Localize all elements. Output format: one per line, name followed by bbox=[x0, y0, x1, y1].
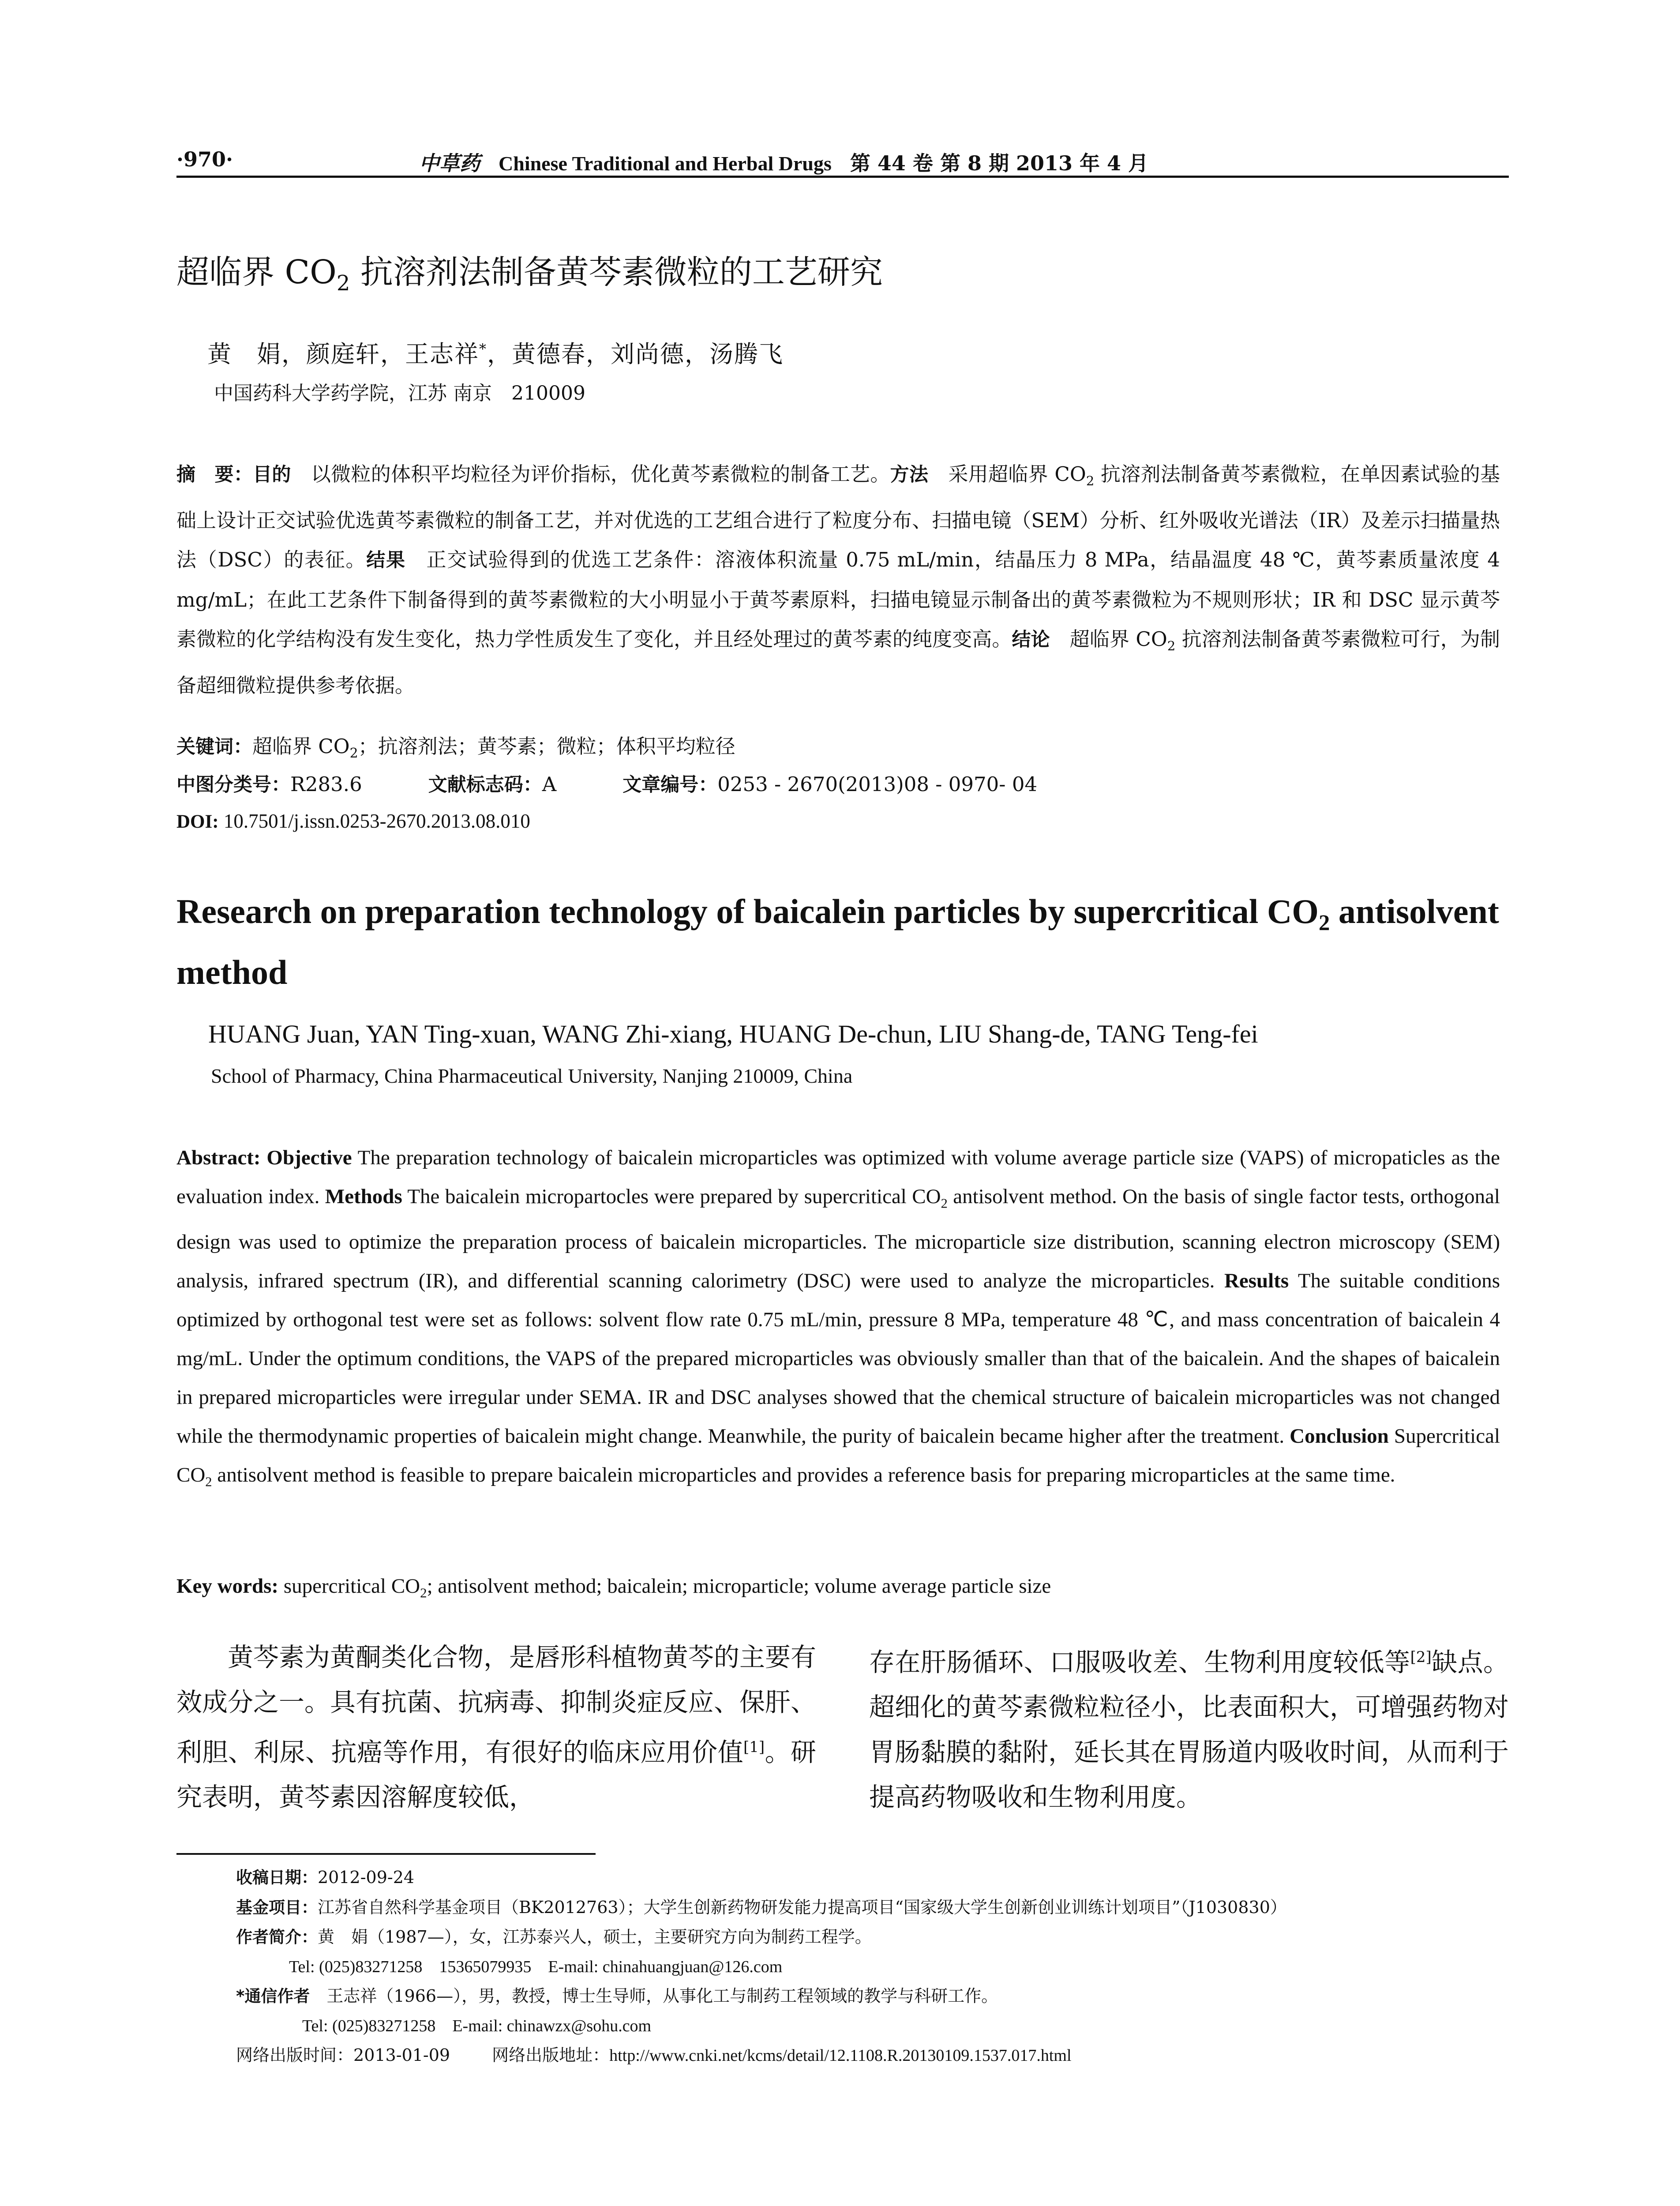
en-title-subscript: 2 bbox=[1318, 910, 1330, 935]
author-bio-label: 作者简介： bbox=[236, 1928, 318, 1947]
en-methods-text-2: antisolvent method. On the basis of single factor tests, orthogonal design was used to optimize the preparation process of baicalein microparticles. The microparticle size distribution, scanning electron microscopy (SEM) analysis, infrared spectrum (IR), and differential scanning calorimetry (DSC) were used to analyze the microparticles. bbox=[176, 1185, 1500, 1293]
en-keywords-subscript: 2 bbox=[420, 1585, 427, 1601]
clc-value: R283.6 bbox=[290, 773, 362, 796]
doi-label: DOI: bbox=[176, 811, 219, 832]
author-bio-value: 黄 娟（1987—），女，江苏泰兴人，硕士，主要研究方向为制药工程学。 bbox=[318, 1927, 872, 1947]
online-url-link[interactable]: http://www.cnki.net/kcms/detail/12.1108.R.20130109.1537.017.html bbox=[609, 2046, 1072, 2065]
cn-methods-text-2: 抗溶剂法制备黄芩素微粒，在单因素试验的基础上设计正交试验优选黄芩素微粒的制备工艺，并对优选的工艺组合进行了粒度分布、扫描电镜（SEM）分析、红外吸收光谱法（IR）及差示扫描量热法（DSC）的表征。 bbox=[176, 462, 1500, 571]
cn-keywords-text-2: ；抗溶剂法；黄芩素；微粒；体积平均粒径 bbox=[358, 735, 735, 758]
cn-keywords-subscript: 2 bbox=[349, 746, 358, 761]
online-time-value: 2013-01-09 bbox=[353, 2045, 450, 2065]
en-methods-subscript: 2 bbox=[941, 1196, 948, 1211]
footnote-funding bbox=[236, 1894, 1287, 1918]
footnote-rule bbox=[176, 1853, 596, 1855]
cn-authors-text-2: ，黄德春，刘尚德，汤腾飞 bbox=[487, 340, 784, 368]
en-conclusion-label: Conclusion bbox=[1290, 1425, 1389, 1448]
journal-line bbox=[419, 147, 1160, 176]
doi-value[interactable]: 10.7501/j.issn.0253-2670.2013.08.010 bbox=[218, 810, 530, 832]
cn-title-text-2: 抗溶剂法制备黄芩素微粒的工艺研究 bbox=[350, 253, 883, 291]
page-number: ·970· bbox=[176, 147, 233, 171]
cn-abstract-label: 摘 要： bbox=[176, 464, 253, 486]
body-left-text: 黄芩素为黄酮类化合物，是唇形科植物黄芩的主要有效成分之一。具有抗菌、抗病毒、抑制炎症反应、保肝、利胆、利尿、抗癌等作用，有很好的临床应用价值 bbox=[176, 1642, 817, 1767]
online-time-label: 网络出版时间： bbox=[236, 2045, 354, 2065]
en-authors: HUANG Juan, YAN Ting-xuan, WANG Zhi-xiang, HUANG De-chun, LIU Shang-de, TANG Teng-fei bbox=[208, 1020, 1258, 1048]
received-label: 收稿日期： bbox=[236, 1868, 318, 1887]
en-title-text-2: antisolvent method bbox=[176, 892, 1499, 991]
footnote-corresponding-contact bbox=[236, 2012, 651, 2036]
body-left-text-2: 。研究表明，黄芩素因溶解度较低， bbox=[176, 1737, 816, 1812]
cn-abstract bbox=[176, 454, 1500, 705]
cn-methods-label: 方法 bbox=[890, 464, 929, 486]
doc-code-label: 文献标志码： bbox=[428, 774, 542, 796]
en-title-text: Research on preparation technology of baicalein particles by supercritical CO bbox=[176, 892, 1319, 930]
article-number-label: 文章编号： bbox=[622, 774, 718, 796]
en-affiliation: School of Pharmacy, China Pharmaceutical University, Nanjing 210009, China bbox=[211, 1065, 853, 1087]
cn-objective-label: 目的 bbox=[253, 464, 291, 486]
citation-1[interactable]: [1] bbox=[743, 1738, 765, 1756]
en-conclusion-subscript: 2 bbox=[205, 1474, 212, 1489]
en-title bbox=[176, 887, 1500, 997]
footnote-author-contact bbox=[236, 1953, 782, 1977]
footnote-corresponding bbox=[236, 1982, 998, 2007]
cn-authors-text: 黄 娟，颜庭轩，王志祥 bbox=[207, 340, 479, 368]
body-column-right bbox=[869, 1635, 1509, 1820]
journal-issue: 第 44 卷 第 8 期 2013 年 4 月 bbox=[850, 151, 1149, 175]
journal-name-en: Chinese Traditional and Herbal Drugs bbox=[499, 152, 832, 175]
en-results-text: The suitable conditions optimized by orthogonal test were set as follows: solvent flow rate 0.75 mL/min, pressure 8 MPa, temperature 48 ℃, and mass concentration of baicalein 4 mg/mL. Under the optimum conditions, the VAPS of the prepared microparticles was obviously smaller than that of the baicalein. And the shapes of baicalein in prepared microparticles were irregular under SEMA. IR and DSC analyses showed that the chemical structure of baicalein microparticles was not changed while the thermodynamic properties of baicalein might change. Meanwhile, the purity of baicalein became higher after the treatment. bbox=[176, 1269, 1500, 1448]
en-abstract-label: Abstract: Objective bbox=[176, 1146, 352, 1169]
clc-label: 中图分类号： bbox=[176, 774, 290, 796]
en-abstract bbox=[176, 1138, 1500, 1501]
doc-code-value: A bbox=[542, 773, 557, 796]
en-objective-text: The preparation technology of baicalein microparticles was optimized with volume average particle size (VAPS) of micropaticles as the evaluation index. bbox=[176, 1146, 1500, 1208]
cn-classification bbox=[176, 770, 1500, 797]
received-value: 2012-09-24 bbox=[318, 1868, 415, 1887]
doi-line bbox=[176, 810, 1500, 833]
cn-keywords-label: 关键词： bbox=[176, 736, 252, 758]
funding-value: 江苏省自然科学基金项目（BK2012763）；大学生创新药物研发能力提高项目“国家级大学生创新创业训练计划项目”（J1030830） bbox=[318, 1898, 1287, 1917]
en-methods-label: Methods bbox=[325, 1185, 402, 1208]
cn-results-label: 结果 bbox=[366, 549, 406, 571]
body-right-text-2: 缺点。超细化的黄芩素微粒粒径小，比表面积大，可增强药物对胃肠黏膜的黏附，延长其在胃肠道内吸收时间，从而利于提高药物吸收和生物利用度。 bbox=[869, 1647, 1509, 1812]
en-results-label: Results bbox=[1224, 1269, 1289, 1293]
online-url-label: 网络出版地址： bbox=[492, 2045, 610, 2065]
cn-methods-subscript: 2 bbox=[1086, 473, 1095, 488]
cn-conclusion-text-2: 抗溶剂法制备黄芩素微粒可行，为制备超细微粒提供参考依据。 bbox=[176, 627, 1500, 697]
cn-conclusion-label: 结论 bbox=[1012, 629, 1050, 651]
cn-conclusion-subscript: 2 bbox=[1167, 638, 1176, 653]
header-rule bbox=[176, 176, 1509, 178]
cn-results-text: 正交试验得到的优选工艺条件：溶液体积流量 0.75 mL/min，结晶压力 8 MPa，结晶温度 48 ℃，黄芩素质量浓度 4 mg/mL；在此工艺条件下制备得到的黄芩素微粒的大小明显小于黄芩素原料，扫描电镜显示制备出的黄芩素微粒为不规则形状；IR 和 DSC 显示黄芩素微粒的化学结构没有发生变化，热力学性质发生了变化，并且经处理过的黄芩素的纯度变高。 bbox=[176, 548, 1500, 651]
cn-title-text: 超临界 CO bbox=[176, 253, 337, 291]
cn-title bbox=[176, 246, 883, 296]
body-column-left bbox=[176, 1635, 816, 1820]
en-conclusion-text: Supercritical CO bbox=[176, 1425, 1500, 1487]
corresponding-mark: * bbox=[479, 341, 487, 357]
cn-objective-text: 以微粒的体积平均粒径为评价指标，优化黄芩素微粒的制备工艺。 bbox=[291, 462, 890, 486]
corresponding-value: 王志祥（1966—），男，教授，博士生导师，从事化工与制药工程领域的教学与科研工作。 bbox=[310, 1986, 998, 2006]
footnote-author-bio bbox=[236, 1923, 872, 1947]
cn-authors bbox=[207, 335, 784, 369]
cn-affiliation: 中国药科大学药学院，江苏 南京 210009 bbox=[214, 382, 585, 405]
cn-title-subscript: 2 bbox=[336, 270, 350, 296]
cn-keywords bbox=[176, 730, 1500, 761]
author-contact: Tel: (025)83271258 15365079935 E-mail: chinahuangjuan@126.com bbox=[289, 1958, 783, 1976]
cn-keywords-text: 超临界 CO bbox=[252, 735, 350, 758]
journal-name-cn: 中草药 bbox=[419, 151, 480, 175]
citation-2[interactable]: [2] bbox=[1410, 1648, 1432, 1666]
en-methods-text: The baicalein micropartocles were prepared by supercritical CO bbox=[402, 1185, 941, 1208]
body-right-text: 存在肝肠循环、口服吸收差、生物利用度较低等 bbox=[869, 1647, 1410, 1677]
funding-label: 基金项目： bbox=[236, 1898, 318, 1917]
footnote-received bbox=[236, 1864, 414, 1888]
en-keywords-text: supercritical CO bbox=[278, 1575, 420, 1598]
en-keywords-text-2: ; antisolvent method; baicalein; microparticle; volume average particle size bbox=[427, 1575, 1051, 1598]
en-conclusion-text-2: antisolvent method is feasible to prepare baicalein microparticles and provides a reference basis for preparing microparticles at the same time. bbox=[212, 1463, 1395, 1487]
cn-conclusion-text: 超临界 CO bbox=[1050, 627, 1167, 651]
en-keywords-label: Key words: bbox=[176, 1575, 279, 1598]
en-keywords bbox=[176, 1574, 1051, 1601]
footnote-online bbox=[236, 2041, 1072, 2066]
cn-methods-text: 采用超临界 CO bbox=[928, 462, 1086, 486]
corresponding-label: *通信作者 bbox=[236, 1987, 310, 2006]
article-number-value: 0253 - 2670(2013)08 - 0970- 04 bbox=[717, 773, 1038, 796]
running-header bbox=[176, 142, 1509, 177]
corresponding-contact: Tel: (025)83271258 E-mail: chinawzx@sohu.com bbox=[302, 2017, 652, 2035]
